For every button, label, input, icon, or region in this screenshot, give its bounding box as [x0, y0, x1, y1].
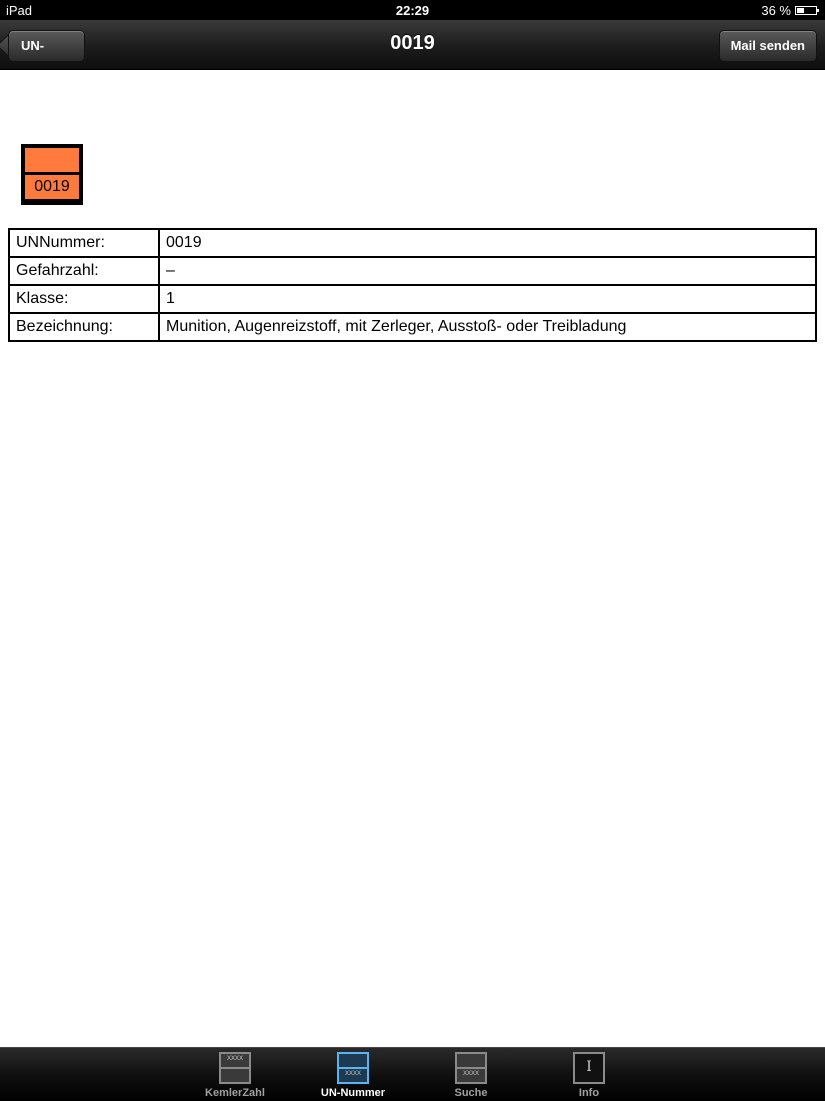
plate-bottom-code-icon [337, 1052, 369, 1084]
tab-label: Info [578, 1087, 600, 1099]
tab-label: KemlerZahl [205, 1087, 265, 1099]
battery-percent: 36 % [761, 3, 791, 18]
table-row [9, 313, 816, 341]
row-label: Klasse: [9, 285, 159, 313]
plate-un-number: 0019 [25, 175, 79, 199]
page-title: 0019 [390, 32, 435, 54]
row-value: 0019 [159, 229, 816, 257]
status-bar [0, 0, 825, 20]
navigation-bar [0, 20, 825, 82]
clock: 22:29 [395, 3, 430, 18]
row-value: – [159, 257, 816, 285]
table-row [9, 229, 816, 257]
plate-top-code-icon [219, 1052, 251, 1084]
plate-hazard-number [25, 148, 79, 172]
row-value: 1 [159, 285, 816, 313]
plate-search-icon [455, 1052, 487, 1084]
tab-info[interactable] [539, 1048, 639, 1101]
back-button[interactable]: UN-Nummer [8, 30, 85, 62]
info-glyph: I [586, 1059, 592, 1075]
tab-un-nummer[interactable] [303, 1048, 403, 1101]
row-value: Munition, Augenreizstoff, mit Zerleger, Ausstoß- oder Treibladung [159, 313, 816, 341]
battery-icon [795, 6, 817, 15]
mail-send-button[interactable]: Mail senden [719, 30, 817, 62]
table-row [9, 257, 816, 285]
device-name: iPad [6, 3, 33, 18]
hazard-warning-plate [21, 144, 83, 205]
info-icon [573, 1052, 605, 1084]
tab-kemlerzahl[interactable] [185, 1048, 285, 1101]
tab-icon-code: XXXX [226, 1056, 243, 1062]
row-label: Gefahrzahl: [9, 257, 159, 285]
row-label: Bezeichnung: [9, 313, 159, 341]
row-label: UNNummer: [9, 229, 159, 257]
table-row [9, 285, 816, 313]
tab-label: Suche [454, 1087, 488, 1099]
tab-icon-code: XXXX [344, 1071, 361, 1077]
tab-label: UN-Nummer [320, 1087, 386, 1099]
tab-bar [0, 1047, 825, 1101]
tab-suche[interactable] [421, 1048, 521, 1101]
battery-status [761, 3, 817, 18]
tab-icon-code: XXXX [462, 1071, 479, 1077]
substance-info-table [8, 228, 817, 342]
